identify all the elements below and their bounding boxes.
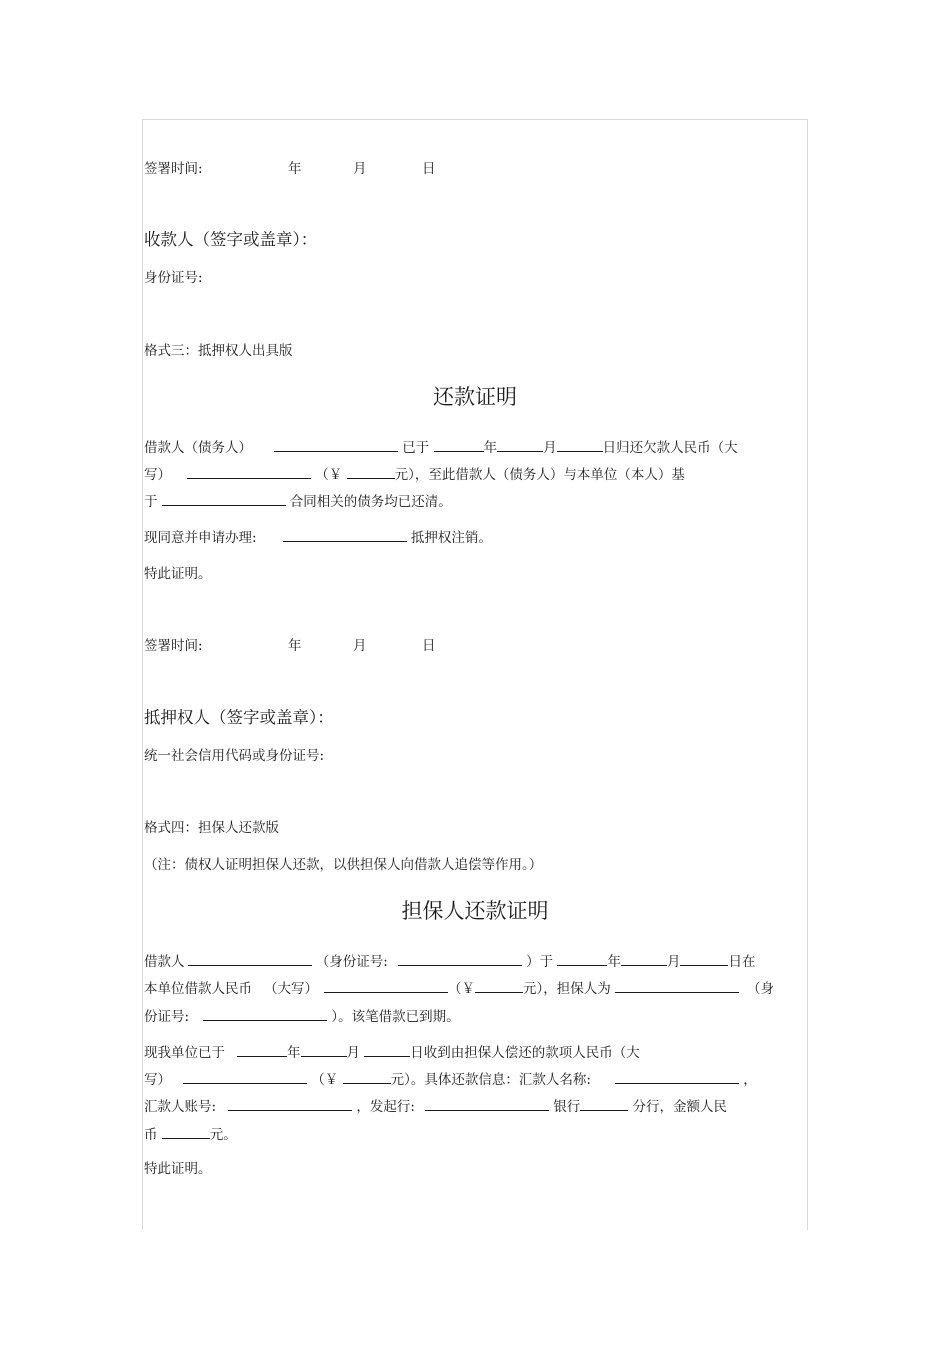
format4-heading: 格式四：担保人还款版 — [144, 820, 279, 836]
format4-closing: 特此证明。 — [144, 1161, 212, 1177]
sign-year: 年 — [288, 161, 302, 177]
blank-amount-words[interactable] — [187, 464, 311, 479]
format4-title: 担保人还款证明 — [401, 899, 549, 923]
format4-line6: 汇款人账号: ，发起行: 银行 分行，金额人民 — [144, 1096, 727, 1116]
mortgagee-signature: 抵押权人（签字或盖章）： — [144, 708, 334, 727]
blank-remitter-account[interactable] — [228, 1096, 352, 1111]
blank-repay-month[interactable] — [301, 1042, 347, 1057]
sign-time-label: 签署时间: — [144, 161, 203, 177]
blank-repay-year[interactable] — [237, 1042, 287, 1057]
blank-repay-words[interactable] — [183, 1069, 307, 1084]
sign-day: 日 — [422, 161, 436, 177]
blank-amount[interactable] — [347, 464, 395, 479]
format3-para1-line1: 借款人（债务人） 已于 年 月 日归还欠款人民币（大 — [144, 437, 738, 457]
sign-day-2: 日 — [422, 638, 436, 654]
format3-closing: 特此证明。 — [144, 566, 212, 582]
blank-day[interactable] — [557, 437, 603, 452]
format4-line1: 借款人 （身份证号: ）于 年 月 日在 — [144, 951, 755, 971]
blank-month[interactable] — [497, 437, 543, 452]
payee-signature: 收款人（签字或盖章）： — [144, 230, 318, 249]
blank-loan-day[interactable] — [680, 951, 728, 966]
credit-code-label: 统一社会信用代码或身份证号: — [144, 748, 325, 764]
sign-time-label-2: 签署时间: — [144, 638, 203, 654]
format4-line4: 现我单位已于 年 月 日收到由担保人偿还的款项人民币（大 — [144, 1042, 640, 1062]
id-number-label: 身份证号: — [144, 270, 203, 286]
borrower-label: 借款人（债务人） — [144, 440, 252, 456]
format4-line5: 写） （￥ 元）。具体还款信息：汇款人名称: ， — [144, 1069, 757, 1089]
sign-month: 月 — [353, 161, 367, 177]
blank-bank[interactable] — [425, 1096, 549, 1111]
blank-contract[interactable] — [162, 491, 286, 506]
blank-year[interactable] — [434, 437, 484, 452]
blank-loan-year[interactable] — [557, 951, 607, 966]
blank-mortgage[interactable] — [283, 527, 407, 542]
blank-borrower-id[interactable] — [398, 951, 522, 966]
sign-year-2: 年 — [288, 638, 302, 654]
format3-para2: 现同意并申请办理: 抵押权注销。 — [144, 527, 492, 547]
blank-borrower-name[interactable] — [188, 951, 312, 966]
blank-guarantor[interactable] — [615, 978, 739, 993]
format4-note: （注：债权人证明担保人还款，以供担保人向借款人追偿等作用。） — [144, 857, 543, 873]
blank-total-amount[interactable] — [162, 1124, 210, 1139]
blank-guarantor-id[interactable] — [203, 1006, 327, 1021]
blank-remitter-name[interactable] — [615, 1069, 739, 1084]
format3-title: 还款证明 — [433, 385, 517, 409]
blank-loan-words[interactable] — [324, 978, 448, 993]
format3-heading: 格式三：抵押权人出具版 — [144, 343, 293, 359]
format4-line7: 币 元。 — [144, 1124, 237, 1144]
format4-line2: 本单位借款人民币 （大写） （￥ 元），担保人为 （身 — [144, 978, 774, 998]
blank-branch[interactable] — [580, 1096, 628, 1111]
blank-loan-month[interactable] — [621, 951, 667, 966]
sign-month-2: 月 — [353, 638, 367, 654]
blank-loan-amount[interactable] — [475, 978, 523, 993]
format4-line3: 份证号: ）。该笔借款已到期。 — [144, 1006, 460, 1026]
format3-para1-line2: 写） （￥ 元），至此借款人（债务人）与本单位（本人）基 — [144, 464, 685, 484]
blank-borrower[interactable] — [274, 437, 398, 452]
blank-repay-amount[interactable] — [343, 1069, 391, 1084]
page-frame — [142, 119, 808, 1230]
blank-repay-day[interactable] — [364, 1042, 410, 1057]
format3-para1-line3: 于 合同相关的债务均已还清。 — [144, 491, 452, 511]
